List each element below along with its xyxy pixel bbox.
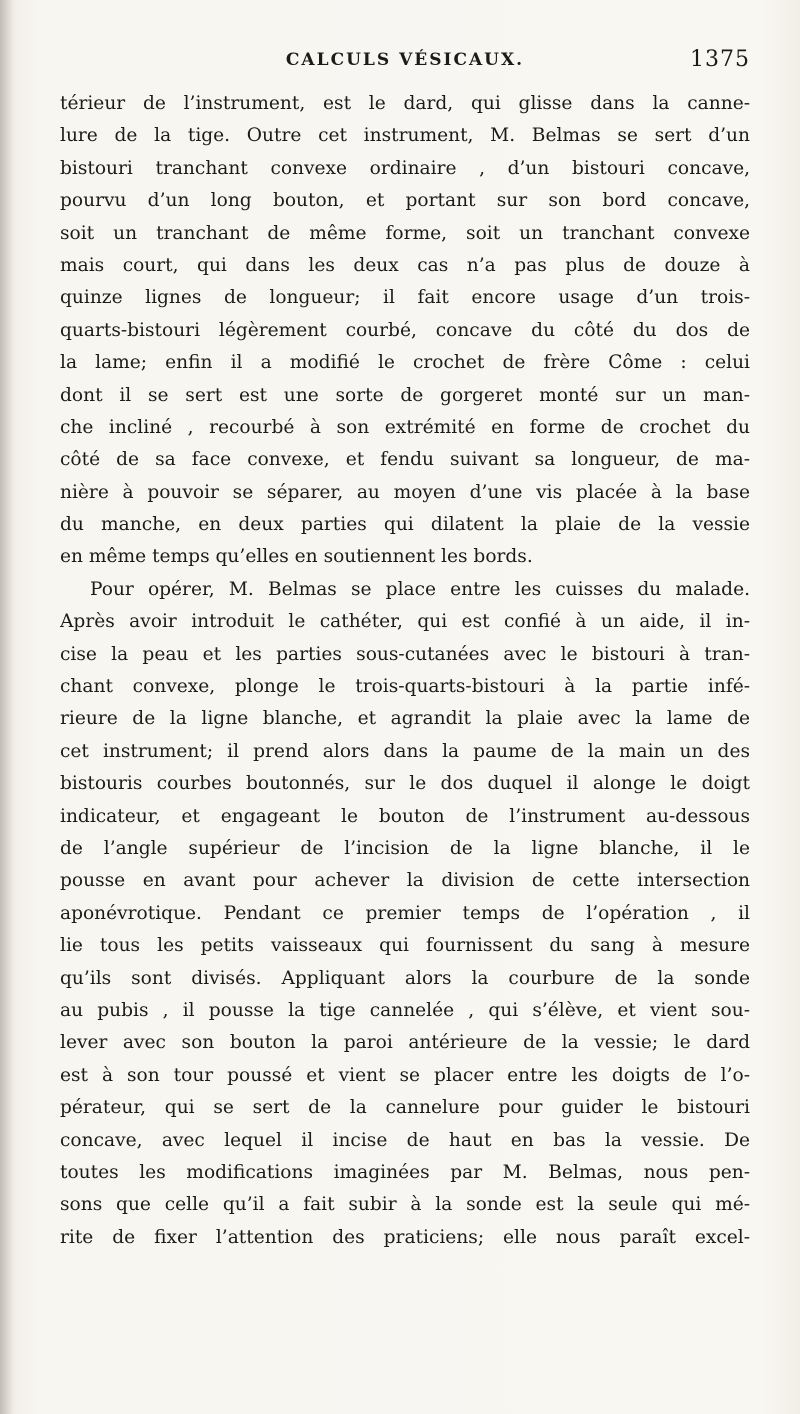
text-line: quarts-bistouri légèrement courbé, concave du côté du dos de: [60, 319, 750, 341]
text-line: quinze lignes de longueur; il fait encore usage d’un trois-: [60, 287, 750, 309]
text-line: sons que celle qu’il a fait subir à la sonde est la seule qui mé-: [60, 1194, 750, 1216]
body-text: [60, 88, 750, 1254]
text-line: Après avoir introduit le cathéter, qui est confié à un aide, il in-: [60, 611, 750, 633]
text-line: aponévrotique. Pendant ce premier temps de l’opération , il: [60, 902, 750, 924]
text-line: térieur de l’instrument, est le dard, qui glisse dans la canne-: [60, 93, 750, 114]
text-line: lure de la tige. Outre cet instrument, M. Belmas se sert d’un: [60, 125, 750, 147]
text-line: bistouri tranchant convexe ordinaire , d’un bistouri concave,: [60, 157, 750, 179]
text-line: au pubis , il pousse la tige cannelée , qui s’élève, et vient sou-: [60, 999, 750, 1021]
text-line: concave, avec lequel il incise de haut en bas la vessie. De: [60, 1129, 750, 1151]
text-line: pourvu d’un long bouton, et portant sur son bord concave,: [60, 190, 750, 212]
text-line: est à son tour poussé et vient se placer entre les doigts de l’o-: [60, 1064, 750, 1086]
text-line: rieure de la ligne blanche, et agrandit la plaie avec la lame de: [60, 708, 750, 730]
text-line: che incliné , recourbé à son extrémité en forme de crochet du: [60, 416, 750, 438]
text-line: en même temps qu’elles en soutiennent les bords.: [60, 546, 533, 568]
text-line: mais court, qui dans les deux cas n’a pas plus de douze à: [60, 254, 750, 276]
text-line: bistouris courbes boutonnés, sur le dos duquel il alonge le doigt: [60, 773, 750, 795]
text-line: cet instrument; il prend alors dans la paume de la main un des: [60, 740, 750, 762]
running-head: CALCULS VÉSICAUX.: [285, 50, 525, 70]
text-line: Pour opérer, M. Belmas se place entre les cuisses du malade.: [90, 578, 750, 600]
text-line: dont il se sert est une sorte de gorgeret monté sur un man-: [60, 384, 750, 406]
text-line: qu’ils sont divisés. Appliquant alors la courbure de la sonde: [60, 967, 750, 989]
text-line: nière à pouvoir se séparer, au moyen d’une vis placée à la base: [60, 481, 750, 503]
text-line: rite de fixer l’attention des praticiens; elle nous paraît excel-: [60, 1226, 750, 1248]
text-line: indicateur, et engageant le bouton de l’instrument au-dessous: [60, 805, 750, 827]
page-header: [60, 47, 750, 80]
text-line: pousse en avant pour achever la division de cette intersection: [60, 870, 750, 892]
text-line: pérateur, qui se sert de la cannelure pour guider le bistouri: [60, 1097, 750, 1119]
text-line: toutes les modifications imaginées par M. Belmas, nous pen-: [60, 1161, 750, 1183]
text-line: de l’angle supérieur de l’incision de la ligne blanche, il le: [60, 837, 750, 859]
text-line: côté de sa face convexe, et fendu suivant sa longueur, de ma-: [60, 449, 750, 471]
text-line: cise la peau et les parties sous-cutanées avec le bistouri à tran-: [60, 643, 750, 665]
text-line: lever avec son bouton la paroi antérieure de la vessie; le dard: [60, 1032, 750, 1054]
text-line: la lame; enfin il a modifié le crochet de frère Côme : celui: [60, 352, 750, 374]
page-number: 1375: [690, 47, 750, 72]
text-line: soit un tranchant de même forme, soit un tranchant convexe: [60, 222, 750, 244]
text-line: chant convexe, plonge le trois-quarts-bistouri à la partie infé-: [60, 676, 750, 698]
text-line: du manche, en deux parties qui dilatent la plaie de la vessie: [60, 514, 750, 536]
text-line: lie tous les petits vaisseaux qui fournissent du sang à mesure: [60, 935, 750, 957]
page-gutter-shadow: [0, 0, 14, 1414]
